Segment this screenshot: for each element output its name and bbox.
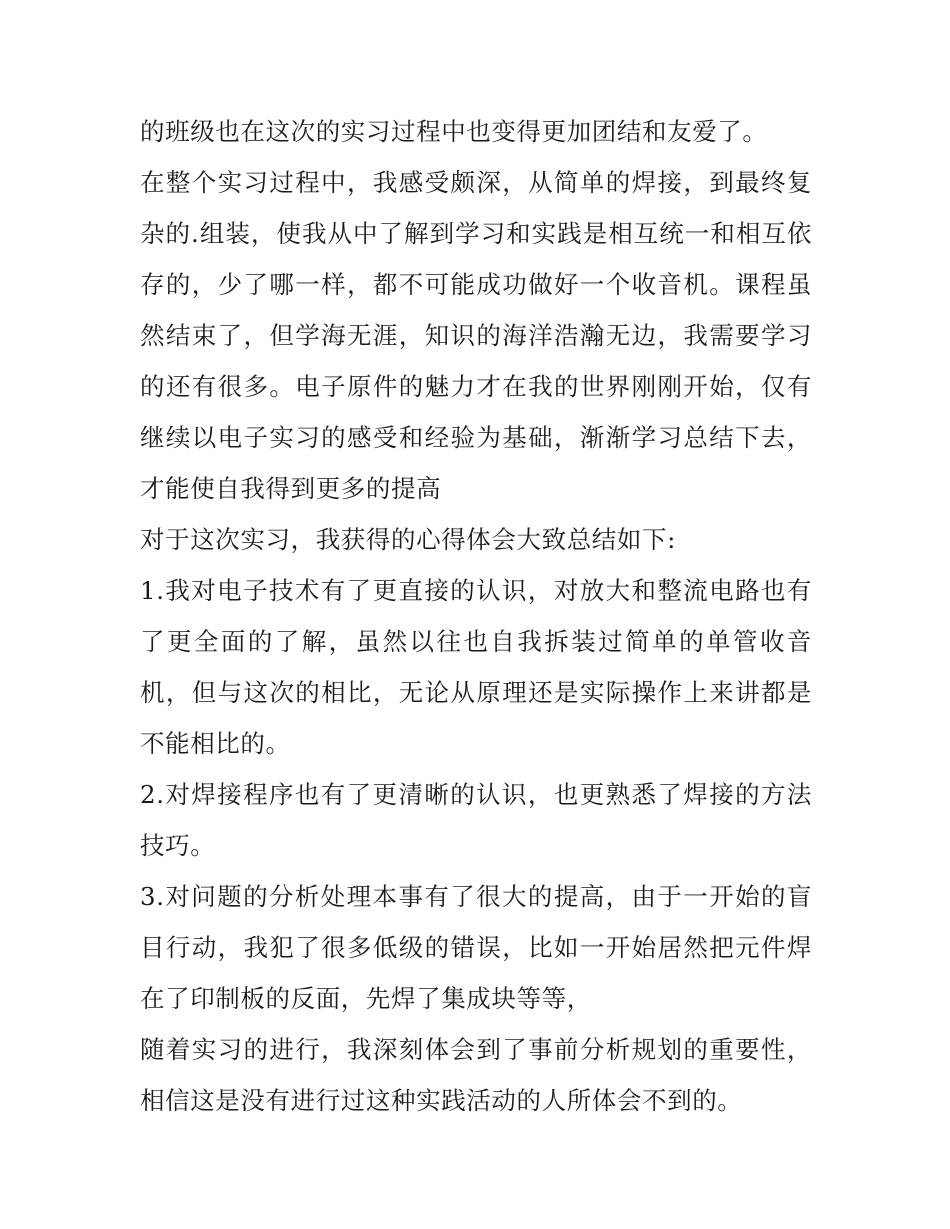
document-body	[140, 106, 812, 1126]
paragraph-point-1: 1.我对电子技术有了更直接的认识，对放大和整流电路也有了更全面的了解，虽然以往也自我拆装过简单的单管收音机，但与这次的相比，无论从原理还是实际操作上来讲都是不能相比的。	[140, 576, 812, 758]
paragraph-point-3: 3.对问题的分析处理本事有了很大的提高，由于一开始的盲目行动，我犯了很多低级的错误，比如一开始居然把元件焊在了印制板的反面，先焊了集成块等等，	[140, 882, 812, 1013]
paragraph-internship-reflection: 在整个实习过程中，我感受颇深，从简单的焊接，到最终复杂的.组装，使我从中了解到学习和实践是相互统一和相互依存的，少了哪一样，都不可能成功做好一个收音机。课程虽然结束了，但学海无涯，知识的海洋浩瀚无边，我需要学习的还有很多。电子原件的魅力才在我的世界刚刚开始，仅有继续以电子实习的感受和经验为基础，渐渐学习总结下去，才能使自我得到更多的提高	[140, 168, 812, 503]
paragraph-point-2: 2.对焊接程序也有了更清晰的认识，也更熟悉了焊接的方法技巧。	[140, 780, 812, 860]
paragraph-class-unity: 的班级也在这次的实习过程中也变得更加团结和友爱了。	[140, 117, 768, 146]
paragraph-summary-intro: 对于这次实习，我获得的心得体会大致总结如下:	[140, 525, 676, 554]
paragraph-conclusion: 随着实习的进行，我深刻体会到了事前分析规划的重要性，相信这是没有进行过这种实践活动的人所体会不到的。	[140, 1035, 812, 1115]
